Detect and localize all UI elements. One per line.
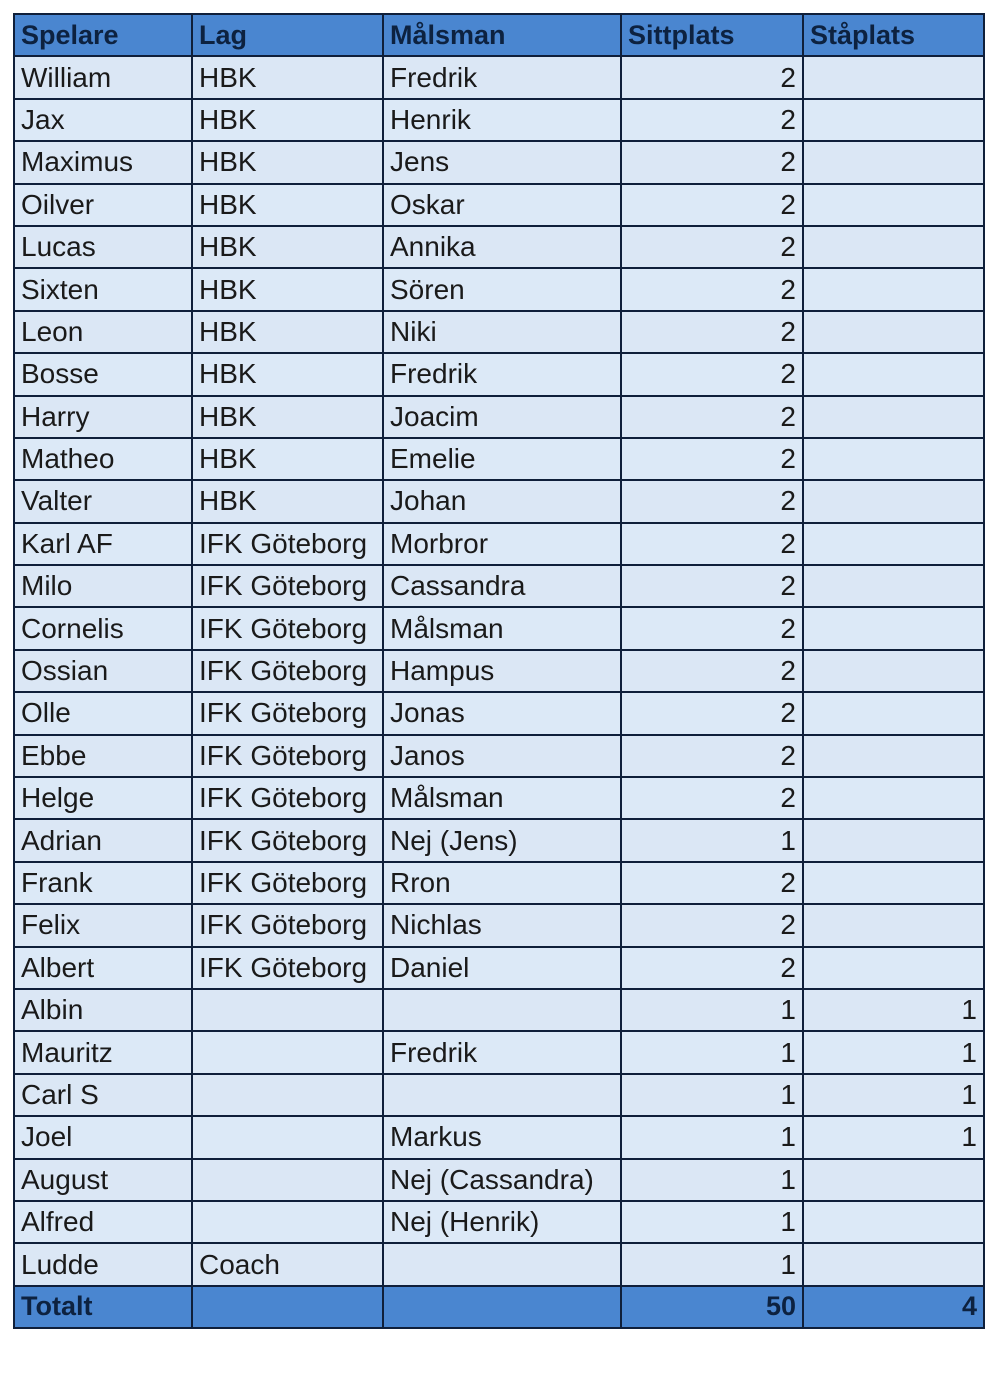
cell-malsman[interactable]: Oskar <box>383 184 621 226</box>
table-row <box>14 692 984 734</box>
cell-spelare[interactable]: Harry <box>14 396 192 438</box>
table-row <box>14 1159 984 1201</box>
cell-staplats[interactable] <box>803 311 984 353</box>
cell-lag[interactable]: HBK <box>192 480 383 522</box>
cell-lag[interactable]: HBK <box>192 99 383 141</box>
cell-staplats[interactable] <box>803 353 984 395</box>
header-sittplats[interactable]: Sittplats <box>621 14 803 56</box>
cell-malsman[interactable]: Jonas <box>383 692 621 734</box>
cell-spelare[interactable]: Ebbe <box>14 735 192 777</box>
cell-sittplats[interactable]: 2 <box>621 862 803 904</box>
cell-lag[interactable]: IFK Göteborg <box>192 819 383 861</box>
cell-lag[interactable]: IFK Göteborg <box>192 692 383 734</box>
cell-lag[interactable] <box>192 1031 383 1073</box>
cell-sittplats[interactable]: 2 <box>621 438 803 480</box>
cell-malsman[interactable]: Nej (Jens) <box>383 819 621 861</box>
cell-sittplats[interactable]: 1 <box>621 1031 803 1073</box>
cell-sittplats[interactable]: 1 <box>621 819 803 861</box>
cell-lag[interactable]: IFK Göteborg <box>192 777 383 819</box>
cell-malsman[interactable]: Joacim <box>383 396 621 438</box>
table-row <box>14 1031 984 1073</box>
table-row <box>14 947 984 989</box>
cell-sittplats[interactable]: 2 <box>621 480 803 522</box>
table-row <box>14 777 984 819</box>
cell-sittplats[interactable]: 2 <box>621 692 803 734</box>
cell-staplats[interactable]: 1 <box>803 1116 984 1158</box>
cell-spelare[interactable]: Adrian <box>14 819 192 861</box>
cell-sittplats[interactable]: 1 <box>621 1159 803 1201</box>
cell-malsman[interactable]: Rron <box>383 862 621 904</box>
cell-sittplats[interactable]: 2 <box>621 565 803 607</box>
table-row <box>14 650 984 692</box>
cell-staplats[interactable] <box>803 904 984 946</box>
cell-malsman[interactable]: Målsman <box>383 777 621 819</box>
cell-staplats[interactable]: 1 <box>803 989 984 1031</box>
cell-lag[interactable]: HBK <box>192 184 383 226</box>
cell-lag[interactable]: HBK <box>192 396 383 438</box>
cell-sittplats[interactable]: 2 <box>621 947 803 989</box>
cell-staplats[interactable] <box>803 1159 984 1201</box>
cell-malsman[interactable]: Johan <box>383 480 621 522</box>
cell-malsman[interactable]: Jens <box>383 141 621 183</box>
cell-lag[interactable] <box>192 989 383 1031</box>
cell-lag[interactable] <box>192 1074 383 1116</box>
cell-malsman[interactable]: Nej (Cassandra) <box>383 1159 621 1201</box>
header-row <box>14 14 984 56</box>
cell-lag[interactable]: IFK Göteborg <box>192 735 383 777</box>
cell-spelare[interactable]: Matheo <box>14 438 192 480</box>
cell-sittplats[interactable]: 2 <box>621 141 803 183</box>
totals-label[interactable]: Totalt <box>14 1286 192 1328</box>
table-row <box>14 1243 984 1285</box>
cell-lag[interactable] <box>192 1159 383 1201</box>
cell-lag[interactable]: IFK Göteborg <box>192 650 383 692</box>
cell-lag[interactable]: Coach <box>192 1243 383 1285</box>
table-row <box>14 607 984 649</box>
cell-lag[interactable]: IFK Göteborg <box>192 862 383 904</box>
cell-malsman[interactable]: Annika <box>383 226 621 268</box>
cell-spelare[interactable]: Leon <box>14 311 192 353</box>
cell-spelare[interactable]: William <box>14 56 192 98</box>
cell-spelare[interactable]: Valter <box>14 480 192 522</box>
cell-malsman[interactable]: Målsman <box>383 607 621 649</box>
cell-staplats[interactable] <box>803 99 984 141</box>
cell-lag[interactable]: HBK <box>192 311 383 353</box>
cell-staplats[interactable] <box>803 396 984 438</box>
cell-sittplats[interactable]: 2 <box>621 396 803 438</box>
cell-lag[interactable]: HBK <box>192 141 383 183</box>
cell-malsman[interactable]: Emelie <box>383 438 621 480</box>
cell-malsman[interactable]: Nichlas <box>383 904 621 946</box>
cell-staplats[interactable] <box>803 1201 984 1243</box>
cell-malsman[interactable]: Fredrik <box>383 1031 621 1073</box>
cell-sittplats[interactable]: 2 <box>621 607 803 649</box>
cell-malsman[interactable]: Niki <box>383 311 621 353</box>
cell-malsman[interactable]: Sören <box>383 268 621 310</box>
cell-sittplats[interactable]: 1 <box>621 1243 803 1285</box>
cell-malsman[interactable]: Janos <box>383 735 621 777</box>
table-row <box>14 1116 984 1158</box>
cell-spelare[interactable]: Albert <box>14 947 192 989</box>
table-body <box>14 56 984 1285</box>
cell-malsman[interactable]: Markus <box>383 1116 621 1158</box>
cell-sittplats[interactable]: 2 <box>621 184 803 226</box>
cell-sittplats[interactable]: 1 <box>621 989 803 1031</box>
cell-spelare[interactable]: August <box>14 1159 192 1201</box>
cell-spelare[interactable]: Sixten <box>14 268 192 310</box>
table-row <box>14 523 984 565</box>
cell-staplats[interactable] <box>803 819 984 861</box>
header-staplats[interactable]: Ståplats <box>803 14 984 56</box>
cell-lag[interactable] <box>192 1116 383 1158</box>
cell-sittplats[interactable]: 2 <box>621 226 803 268</box>
table-row <box>14 226 984 268</box>
cell-spelare[interactable]: Mauritz <box>14 1031 192 1073</box>
cell-staplats[interactable] <box>803 268 984 310</box>
cell-spelare[interactable]: Albin <box>14 989 192 1031</box>
header-lag[interactable]: Lag <box>192 14 383 56</box>
cell-sittplats[interactable]: 1 <box>621 1074 803 1116</box>
cell-staplats[interactable] <box>803 480 984 522</box>
cell-malsman[interactable]: Cassandra <box>383 565 621 607</box>
cell-spelare[interactable]: Maximus <box>14 141 192 183</box>
table-row <box>14 438 984 480</box>
cell-staplats[interactable]: 1 <box>803 1074 984 1116</box>
cell-spelare[interactable]: Jax <box>14 99 192 141</box>
totals-staplats[interactable]: 4 <box>803 1286 984 1328</box>
table-row <box>14 99 984 141</box>
cell-staplats[interactable] <box>803 565 984 607</box>
cell-lag[interactable]: HBK <box>192 226 383 268</box>
cell-spelare[interactable]: Karl AF <box>14 523 192 565</box>
cell-staplats[interactable] <box>803 650 984 692</box>
cell-spelare[interactable]: Carl S <box>14 1074 192 1116</box>
cell-sittplats[interactable]: 2 <box>621 56 803 98</box>
table-row <box>14 311 984 353</box>
cell-staplats[interactable] <box>803 692 984 734</box>
cell-sittplats[interactable]: 2 <box>621 353 803 395</box>
cell-staplats[interactable] <box>803 184 984 226</box>
totals-row <box>14 1286 984 1328</box>
cell-staplats[interactable]: 1 <box>803 1031 984 1073</box>
cell-spelare[interactable]: Ossian <box>14 650 192 692</box>
cell-staplats[interactable] <box>803 523 984 565</box>
cell-malsman[interactable]: Nej (Henrik) <box>383 1201 621 1243</box>
cell-sittplats[interactable]: 2 <box>621 268 803 310</box>
cell-lag[interactable]: IFK Göteborg <box>192 607 383 649</box>
cell-lag[interactable]: IFK Göteborg <box>192 947 383 989</box>
cell-staplats[interactable] <box>803 862 984 904</box>
totals-empty-lag[interactable] <box>192 1286 383 1328</box>
cell-malsman[interactable]: Fredrik <box>383 353 621 395</box>
cell-lag[interactable]: IFK Göteborg <box>192 565 383 607</box>
cell-malsman[interactable]: Daniel <box>383 947 621 989</box>
cell-malsman[interactable] <box>383 989 621 1031</box>
cell-lag[interactable]: IFK Göteborg <box>192 904 383 946</box>
cell-staplats[interactable] <box>803 438 984 480</box>
cell-spelare[interactable]: Frank <box>14 862 192 904</box>
cell-malsman[interactable]: Morbror <box>383 523 621 565</box>
table-row <box>14 56 984 98</box>
cell-lag[interactable]: HBK <box>192 438 383 480</box>
cell-staplats[interactable] <box>803 735 984 777</box>
cell-malsman[interactable]: Henrik <box>383 99 621 141</box>
cell-lag[interactable]: HBK <box>192 56 383 98</box>
table-row <box>14 480 984 522</box>
cell-staplats[interactable] <box>803 141 984 183</box>
cell-spelare[interactable]: Milo <box>14 565 192 607</box>
table-row <box>14 396 984 438</box>
table-row <box>14 1201 984 1243</box>
totals-empty-malsman[interactable] <box>383 1286 621 1328</box>
table-row <box>14 141 984 183</box>
cell-staplats[interactable] <box>803 607 984 649</box>
cell-lag[interactable]: HBK <box>192 353 383 395</box>
table-row <box>14 862 984 904</box>
table-row <box>14 268 984 310</box>
table-row <box>14 353 984 395</box>
totals-sittplats[interactable]: 50 <box>621 1286 803 1328</box>
cell-spelare[interactable]: Cornelis <box>14 607 192 649</box>
cell-sittplats[interactable]: 2 <box>621 735 803 777</box>
cell-malsman[interactable]: Hampus <box>383 650 621 692</box>
table-row <box>14 989 984 1031</box>
table-row <box>14 904 984 946</box>
cell-spelare[interactable]: Felix <box>14 904 192 946</box>
cell-sittplats[interactable]: 2 <box>621 311 803 353</box>
cell-sittplats[interactable]: 1 <box>621 1116 803 1158</box>
cell-staplats[interactable] <box>803 947 984 989</box>
table-row <box>14 735 984 777</box>
header-spelare[interactable]: Spelare <box>14 14 192 56</box>
cell-spelare[interactable]: Oilver <box>14 184 192 226</box>
cell-malsman[interactable] <box>383 1243 621 1285</box>
cell-spelare[interactable]: Joel <box>14 1116 192 1158</box>
spreadsheet-table <box>13 13 985 1329</box>
cell-lag[interactable]: HBK <box>192 268 383 310</box>
cell-sittplats[interactable]: 2 <box>621 650 803 692</box>
cell-spelare[interactable]: Bosse <box>14 353 192 395</box>
cell-sittplats[interactable]: 2 <box>621 523 803 565</box>
cell-malsman[interactable] <box>383 1074 621 1116</box>
table-row <box>14 1074 984 1116</box>
cell-staplats[interactable] <box>803 226 984 268</box>
cell-spelare[interactable]: Lucas <box>14 226 192 268</box>
header-malsman[interactable]: Målsman <box>383 14 621 56</box>
table-row <box>14 565 984 607</box>
cell-spelare[interactable]: Ludde <box>14 1243 192 1285</box>
cell-staplats[interactable] <box>803 1243 984 1285</box>
cell-lag[interactable] <box>192 1201 383 1243</box>
cell-staplats[interactable] <box>803 56 984 98</box>
cell-sittplats[interactable]: 2 <box>621 777 803 819</box>
cell-staplats[interactable] <box>803 777 984 819</box>
cell-spelare[interactable]: Alfred <box>14 1201 192 1243</box>
cell-sittplats[interactable]: 2 <box>621 904 803 946</box>
table-row <box>14 819 984 861</box>
table-row <box>14 184 984 226</box>
cell-sittplats[interactable]: 1 <box>621 1201 803 1243</box>
cell-spelare[interactable]: Helge <box>14 777 192 819</box>
cell-sittplats[interactable]: 2 <box>621 99 803 141</box>
cell-spelare[interactable]: Olle <box>14 692 192 734</box>
cell-lag[interactable]: IFK Göteborg <box>192 523 383 565</box>
cell-malsman[interactable]: Fredrik <box>383 56 621 98</box>
